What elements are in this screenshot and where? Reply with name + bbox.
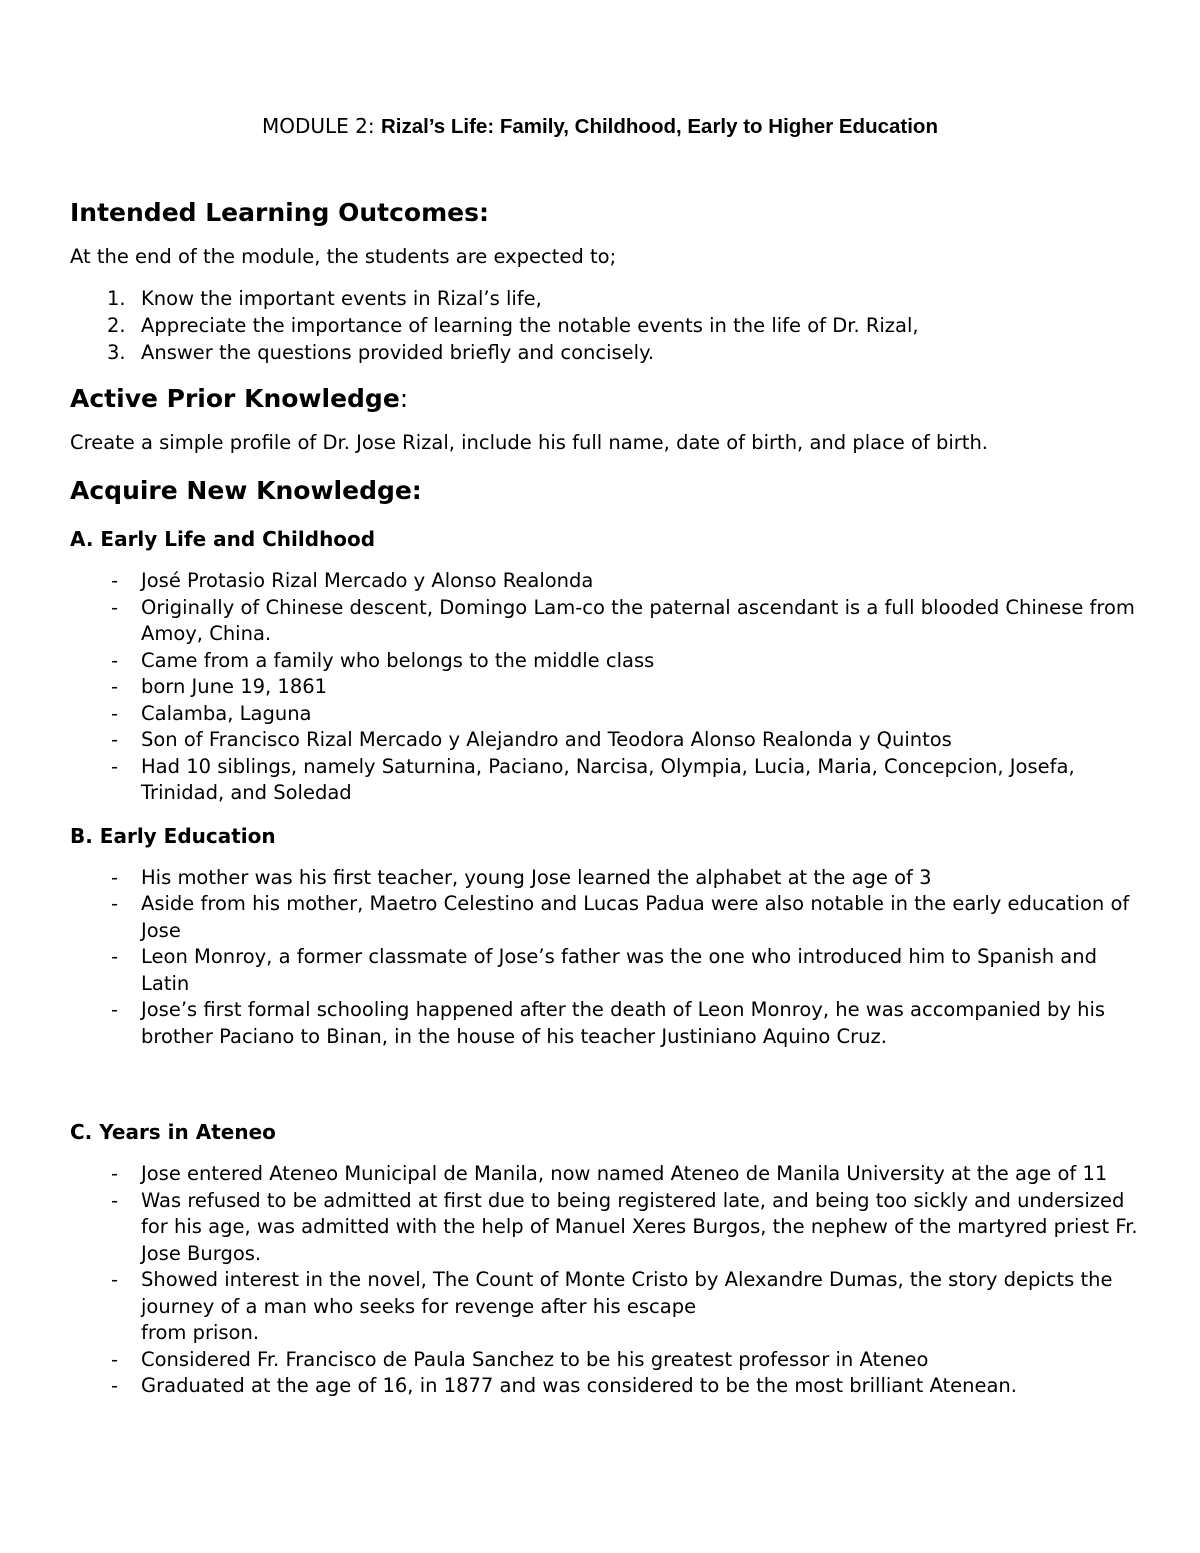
- list-item: [70, 1347, 1140, 1374]
- list-item-text: Leon Monroy, a former classmate of Jose’s father was the one who introduced him to Spanish and Latin: [141, 945, 1097, 995]
- ilo-item: [70, 339, 1140, 366]
- list-item: [70, 1161, 1140, 1188]
- module-title-prefix: MODULE 2:: [262, 114, 375, 138]
- bullet-dash: -: [111, 595, 119, 619]
- bullet-dash: -: [111, 1188, 119, 1212]
- list-item: [70, 727, 1140, 754]
- list-item: [70, 568, 1140, 595]
- ilo-intro: At the end of the module, the students are expected to;: [70, 245, 617, 268]
- list-item: [70, 754, 1140, 807]
- list-item: [70, 997, 1140, 1050]
- list-item-text: Originally of Chinese descent, Domingo Lam-co the paternal ascendant is a full blooded Chinese from Amoy, China.: [141, 595, 1135, 645]
- list-item-text: José Protasio Rizal Mercado y Alonso Realonda: [141, 569, 594, 592]
- bullet-dash: -: [111, 1268, 119, 1291]
- bullet-dash: -: [111, 701, 119, 725]
- module-title: [0, 114, 1200, 139]
- list-item-text: Jose’s first formal schooling happened after the death of Leon Monroy, he was accompanied by his brother Paciano to Binan, in the house of his teacher Justiniano Aquino Cruz.: [141, 998, 1106, 1048]
- bullet-dash: -: [111, 998, 119, 1021]
- section-c-list: [70, 1161, 1140, 1400]
- ank-heading: Acquire New Knowledge:: [70, 476, 422, 505]
- ilo-item-number: 1.: [107, 286, 126, 310]
- module-title-text: Rizal’s Life: Family, Childhood, Early to Higher Education: [381, 115, 938, 138]
- list-item: [70, 701, 1140, 728]
- apk-text: Create a simple profile of Dr. Jose Rizal, include his full name, date of birth, and place of birth.: [70, 430, 989, 454]
- list-item-text: His mother was his first teacher, young Jose learned the alphabet at the age of 3: [141, 865, 932, 889]
- list-item-text: born June 19, 1861: [141, 675, 328, 698]
- section-b-list: [70, 865, 1140, 1051]
- list-item-text: Showed interest in the novel, The Count of Monte Cristo by Alexandre Dumas, the story depicts the journey of a man who seeks for revenge after his escape: [141, 1268, 1113, 1318]
- ilo-heading: Intended Learning Outcomes:: [70, 198, 489, 227]
- ilo-item: [70, 285, 1140, 312]
- apk-heading-text: Active Prior Knowledge: [70, 383, 400, 413]
- list-item: [70, 1373, 1140, 1400]
- list-item: [70, 648, 1140, 675]
- list-item: [70, 865, 1140, 892]
- bullet-dash: -: [111, 892, 119, 915]
- ilo-item-text: Answer the questions provided briefly and concisely.: [141, 340, 655, 364]
- ilo-item-text: Know the important events in Rizal’s life,: [141, 286, 542, 310]
- bullet-dash: -: [111, 728, 119, 751]
- list-item-text: Was refused to be admitted at first due to being registered late, and being too sickly and undersized for his age, was admitted with the help of Manuel Xeres Burgos, the nephew of the martyred priest Fr. Jose Burgos.: [141, 1188, 1138, 1265]
- bullet-dash: -: [111, 754, 119, 778]
- bullet-dash: -: [111, 1347, 119, 1371]
- section-a-list: [70, 568, 1140, 807]
- apk-heading-colon: :: [399, 383, 409, 413]
- bullet-dash: -: [111, 569, 119, 592]
- bullet-dash: -: [111, 648, 119, 672]
- list-item: [70, 595, 1140, 648]
- list-item-text: Aside from his mother, Maetro Celestino and Lucas Padua were also notable in the early education of Jose: [141, 892, 1130, 942]
- ilo-item-number: 3.: [107, 340, 126, 364]
- bullet-dash: -: [111, 1162, 119, 1185]
- list-item-text-continuation: from prison.: [141, 1321, 260, 1344]
- section-c-heading: C. Years in Ateneo: [70, 1120, 276, 1144]
- list-item: [70, 1267, 1140, 1347]
- list-item-text: Considered Fr. Francisco de Paula Sanchez to be his greatest professor in Ateneo: [141, 1347, 929, 1371]
- ilo-item-number: 2.: [107, 313, 126, 337]
- list-item: [70, 891, 1140, 944]
- bullet-dash: -: [111, 945, 119, 968]
- list-item: [70, 674, 1140, 701]
- ilo-item: [70, 312, 1140, 339]
- ilo-list: [70, 285, 1140, 366]
- apk-heading: [70, 382, 1140, 416]
- list-item-text: Graduated at the age of 16, in 1877 and was considered to be the most brilliant Atenean.: [141, 1374, 1017, 1397]
- bullet-dash: -: [111, 865, 119, 889]
- section-a-heading: A. Early Life and Childhood: [70, 527, 376, 551]
- bullet-dash: -: [111, 1374, 119, 1397]
- list-item-text: Came from a family who belongs to the middle class: [141, 648, 655, 672]
- list-item: [70, 944, 1140, 997]
- list-item-text: Jose entered Ateneo Municipal de Manila, now named Ateneo de Manila University at the age of 11: [141, 1162, 1108, 1185]
- ilo-item-text: Appreciate the importance of learning the notable events in the life of Dr. Rizal,: [141, 313, 919, 337]
- bullet-dash: -: [111, 675, 119, 698]
- section-b-heading: B. Early Education: [70, 823, 276, 848]
- list-item-text: Calamba, Laguna: [141, 701, 312, 725]
- document-content: [70, 196, 1140, 1400]
- list-item-text: Son of Francisco Rizal Mercado y Alejandro and Teodora Alonso Realonda y Quintos: [141, 728, 952, 751]
- list-item-text: Had 10 siblings, namely Saturnina, Paciano, Narcisa, Olympia, Lucia, Maria, Concepcion, Josefa, Trinidad, and Soledad: [141, 754, 1075, 804]
- list-item: [70, 1188, 1140, 1268]
